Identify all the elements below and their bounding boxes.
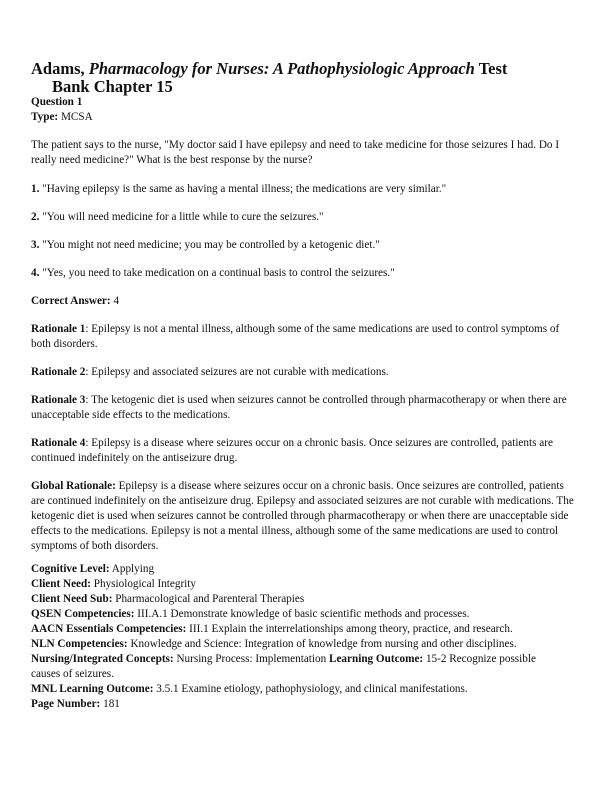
- title-line2: Bank Chapter 15: [52, 77, 173, 96]
- client-need: Client Need: Physiological Integrity: [31, 578, 196, 590]
- correct-answer: Correct Answer: 4: [31, 295, 120, 307]
- nln-competencies: NLN Competencies: Knowledge and Science: Integration of knowledge from nursing and other disciplines.: [31, 638, 517, 650]
- document-title: [31, 60, 579, 96]
- qsen-competencies: QSEN Competencies: III.A.1 Demonstrate knowledge of basic scientific methods and processes.: [31, 608, 470, 620]
- client-need-sub: Client Need Sub: Pharmacological and Parenteral Therapies: [31, 593, 305, 605]
- rationale-1: Rationale 1: Epilepsy is not a mental illness, although some of the same medications are used to control symptoms of both disorders.: [31, 323, 560, 350]
- question-label: Question 1: [31, 96, 83, 108]
- rationale-4: Rationale 4: Epilepsy is a disease where seizures occur on a chronic basis. Once seizures are controlled, patients are continued indefinitely on the antiseizure drug.: [31, 437, 553, 464]
- cognitive-level: Cognitive Level: Applying: [31, 563, 155, 575]
- nursing-concepts: Nursing/Integrated Concepts: Nursing Process: Implementation Learning Outcome: 15-2 Recognize possible causes of seizures.: [31, 653, 536, 680]
- rationale-3: Rationale 3: The ketogenic diet is used when seizures cannot be controlled through pharmacotherapy or when there are unacceptable side effects to the medications.: [31, 394, 567, 421]
- title-suffix: Test: [478, 59, 508, 78]
- mnl-learning-outcome: MNL Learning Outcome: 3.5.1 Examine etiology, pathophysiology, and clinical manifestations.: [31, 683, 468, 695]
- global-rationale: Global Rationale: Epilepsy is a disease where seizures occur on a chronic basis. Once seizures are controlled, patients are continued indefinitely on the antiseizure drug. Epilepsy and associated seizures are not curable with medications. The ketogenic diet is used when seizures cannot be controlled through pharmacotherapy or when there are unacceptable side effects to the medications. Epilepsy is not a mental illness, although some of the same medications are used to control symptoms of both disorders.: [31, 480, 574, 552]
- title-author: Adams,: [31, 59, 85, 78]
- aacn-competencies: AACN Essentials Competencies: III.1 Explain the interrelationships among theory, practice, and research.: [31, 623, 513, 635]
- question-type: Type: MCSA: [31, 111, 93, 123]
- metadata: [31, 562, 579, 712]
- option-4: 4. "Yes, you need to take medication on a continual basis to control the seizures.": [31, 267, 395, 279]
- option-2: 2. "You will need medicine for a little while to cure the seizures.": [31, 211, 324, 223]
- rationale-2: Rationale 2: Epilepsy and associated seizures are not curable with medications.: [31, 366, 389, 378]
- option-1: 1. "Having epilepsy is the same as having a mental illness; the medications are very similar.": [31, 183, 447, 195]
- title-book: Pharmacology for Nurses: A Pathophysiologic Approach: [88, 59, 475, 78]
- question-stem: The patient says to the nurse, "My doctor said I have epilepsy and need to take medicine for those seizures I had. Do I really need medicine?" What is the best response by the nurse?: [31, 139, 560, 166]
- page-number: Page Number: 181: [31, 698, 120, 710]
- option-3: 3. "You might not need medicine; you may be controlled by a ketogenic diet.": [31, 239, 380, 251]
